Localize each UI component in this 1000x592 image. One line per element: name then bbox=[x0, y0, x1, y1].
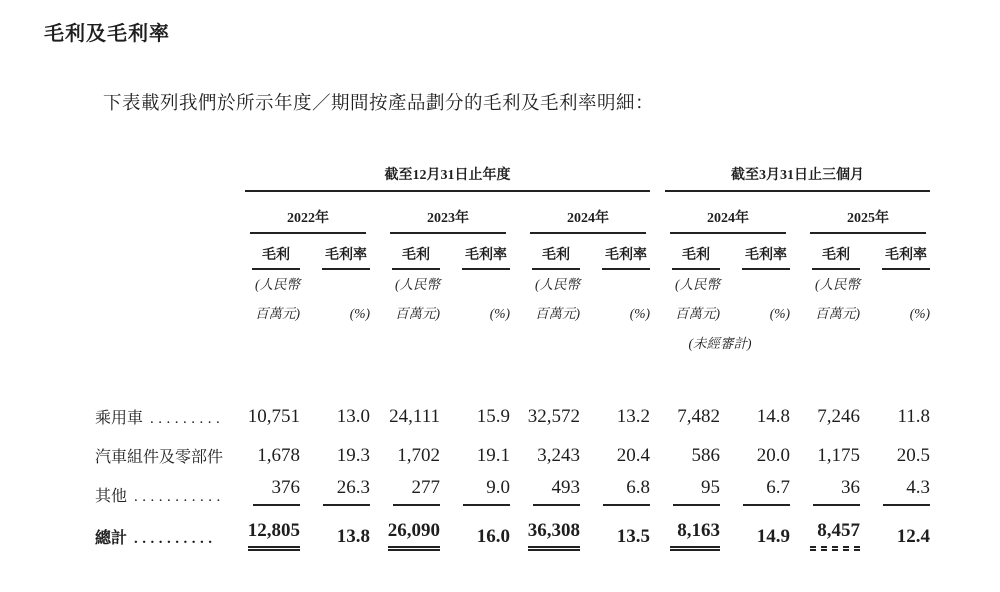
intro-paragraph: 下表載列我們於所示年度／期間按產品劃分的毛利及毛利率明細： bbox=[103, 94, 655, 114]
dot-leader: .......... bbox=[134, 531, 217, 547]
unit-label: (%) bbox=[909, 306, 931, 321]
cell-value: 1,175 bbox=[817, 445, 861, 466]
spacer-row bbox=[95, 358, 930, 392]
cell-value: 586 bbox=[691, 445, 721, 466]
unit-label: 百萬元) bbox=[255, 306, 301, 321]
unit-label: (%) bbox=[629, 306, 651, 321]
dot-leader: ........... bbox=[134, 489, 225, 505]
cell-value: 277 bbox=[393, 477, 440, 506]
year-header-2024: 2024年 bbox=[530, 207, 646, 234]
cell-value: 15.9 bbox=[476, 406, 511, 427]
unit-label: (%) bbox=[489, 306, 511, 321]
year-header-2023: 2023年 bbox=[390, 207, 506, 234]
group-header-annual: 截至12月31日止年度 bbox=[245, 164, 650, 192]
cell-value: 6.8 bbox=[603, 477, 650, 506]
cell-value: 10,751 bbox=[247, 406, 301, 427]
group-header-row bbox=[95, 160, 930, 192]
year-header-2025-q1: 2025年 bbox=[810, 207, 926, 234]
unit-label: 百萬元) bbox=[535, 306, 581, 321]
cell-value: 11.8 bbox=[897, 406, 931, 427]
unit-label: (%) bbox=[349, 306, 371, 321]
table-row-auto-parts bbox=[95, 431, 930, 470]
year-header-2024-q1: 2024年 bbox=[670, 207, 786, 234]
gross-profit-table bbox=[95, 160, 930, 557]
cell-value: 26.3 bbox=[323, 477, 370, 506]
cell-value: 36,308 bbox=[528, 520, 580, 548]
cell-value: 20.4 bbox=[616, 445, 651, 466]
col-header-profit: 毛利 bbox=[812, 244, 860, 270]
cell-value: 14.9 bbox=[756, 526, 791, 547]
cell-value: 20.0 bbox=[756, 445, 791, 466]
cell-value: 95 bbox=[673, 477, 720, 506]
col-header-profit: 毛利 bbox=[252, 244, 300, 270]
units-row bbox=[95, 270, 930, 328]
unit-label: (人民幣 bbox=[535, 277, 581, 292]
cell-value: 8,163 bbox=[670, 520, 720, 548]
col-header-profit: 毛利 bbox=[392, 244, 440, 270]
cell-value: 376 bbox=[253, 477, 300, 506]
unit-label: (人民幣 bbox=[255, 277, 301, 292]
document-page bbox=[0, 22, 1000, 557]
cell-value: 19.3 bbox=[336, 445, 371, 466]
cell-value: 4.3 bbox=[883, 477, 930, 506]
row-label: 乘用車 bbox=[95, 410, 144, 427]
year-header-2022: 2022年 bbox=[250, 207, 366, 234]
total-row bbox=[95, 509, 930, 557]
cell-value: 8,457 bbox=[810, 520, 860, 548]
unit-label: 百萬元) bbox=[395, 306, 441, 321]
cell-value: 19.1 bbox=[476, 445, 511, 466]
page-title: 毛利及毛利率 bbox=[44, 23, 170, 45]
cell-value: 7,246 bbox=[817, 406, 861, 427]
unit-label: (人民幣 bbox=[395, 277, 441, 292]
cell-value: 12,805 bbox=[248, 520, 300, 548]
cell-value: 16.0 bbox=[476, 526, 511, 547]
col-header-profit: 毛利 bbox=[532, 244, 580, 270]
unit-label: (人民幣 bbox=[675, 277, 721, 292]
table-row-passenger-vehicles bbox=[95, 392, 930, 431]
cell-value: 36 bbox=[813, 477, 860, 506]
unit-label: (人民幣 bbox=[815, 277, 861, 292]
group-header-quarterly: 截至3月31日止三個月 bbox=[665, 164, 930, 192]
cell-value: 7,482 bbox=[677, 406, 721, 427]
cell-value: 13.5 bbox=[616, 526, 651, 547]
row-label: 總計 bbox=[95, 530, 128, 547]
cell-value: 1,678 bbox=[257, 445, 301, 466]
cell-value: 14.8 bbox=[756, 406, 791, 427]
col-header-margin: 毛利率 bbox=[742, 244, 790, 270]
cell-value: 1,702 bbox=[397, 445, 441, 466]
unit-label: 百萬元) bbox=[815, 306, 861, 321]
col-header-margin: 毛利率 bbox=[462, 244, 510, 270]
cell-value: 9.0 bbox=[463, 477, 510, 506]
row-label: 其他 bbox=[95, 488, 128, 505]
unaudited-row bbox=[95, 328, 930, 358]
cell-value: 493 bbox=[533, 477, 580, 506]
cell-value: 3,243 bbox=[537, 445, 581, 466]
col-header-margin: 毛利率 bbox=[602, 244, 650, 270]
dot-leader: ......... bbox=[150, 411, 225, 427]
row-label: 汽車組件及零部件 bbox=[95, 449, 224, 466]
year-header-row bbox=[95, 192, 930, 234]
unaudited-note: (未經審計) bbox=[688, 336, 752, 351]
col-header-profit: 毛利 bbox=[672, 244, 720, 270]
unit-label: 百萬元) bbox=[675, 306, 721, 321]
cell-value: 13.0 bbox=[336, 406, 371, 427]
cell-value: 6.7 bbox=[743, 477, 790, 506]
cell-value: 24,111 bbox=[389, 406, 441, 427]
col-header-margin: 毛利率 bbox=[882, 244, 930, 270]
cell-value: 12.4 bbox=[896, 526, 931, 547]
col-header-margin: 毛利率 bbox=[322, 244, 370, 270]
unit-label: (%) bbox=[769, 306, 791, 321]
column-header-row bbox=[95, 234, 930, 270]
cell-value: 26,090 bbox=[388, 520, 440, 548]
table-row-others bbox=[95, 470, 930, 509]
cell-value: 13.2 bbox=[616, 406, 651, 427]
cell-value: 13.8 bbox=[336, 526, 371, 547]
cell-value: 32,572 bbox=[527, 406, 581, 427]
cell-value: 20.5 bbox=[896, 445, 931, 466]
